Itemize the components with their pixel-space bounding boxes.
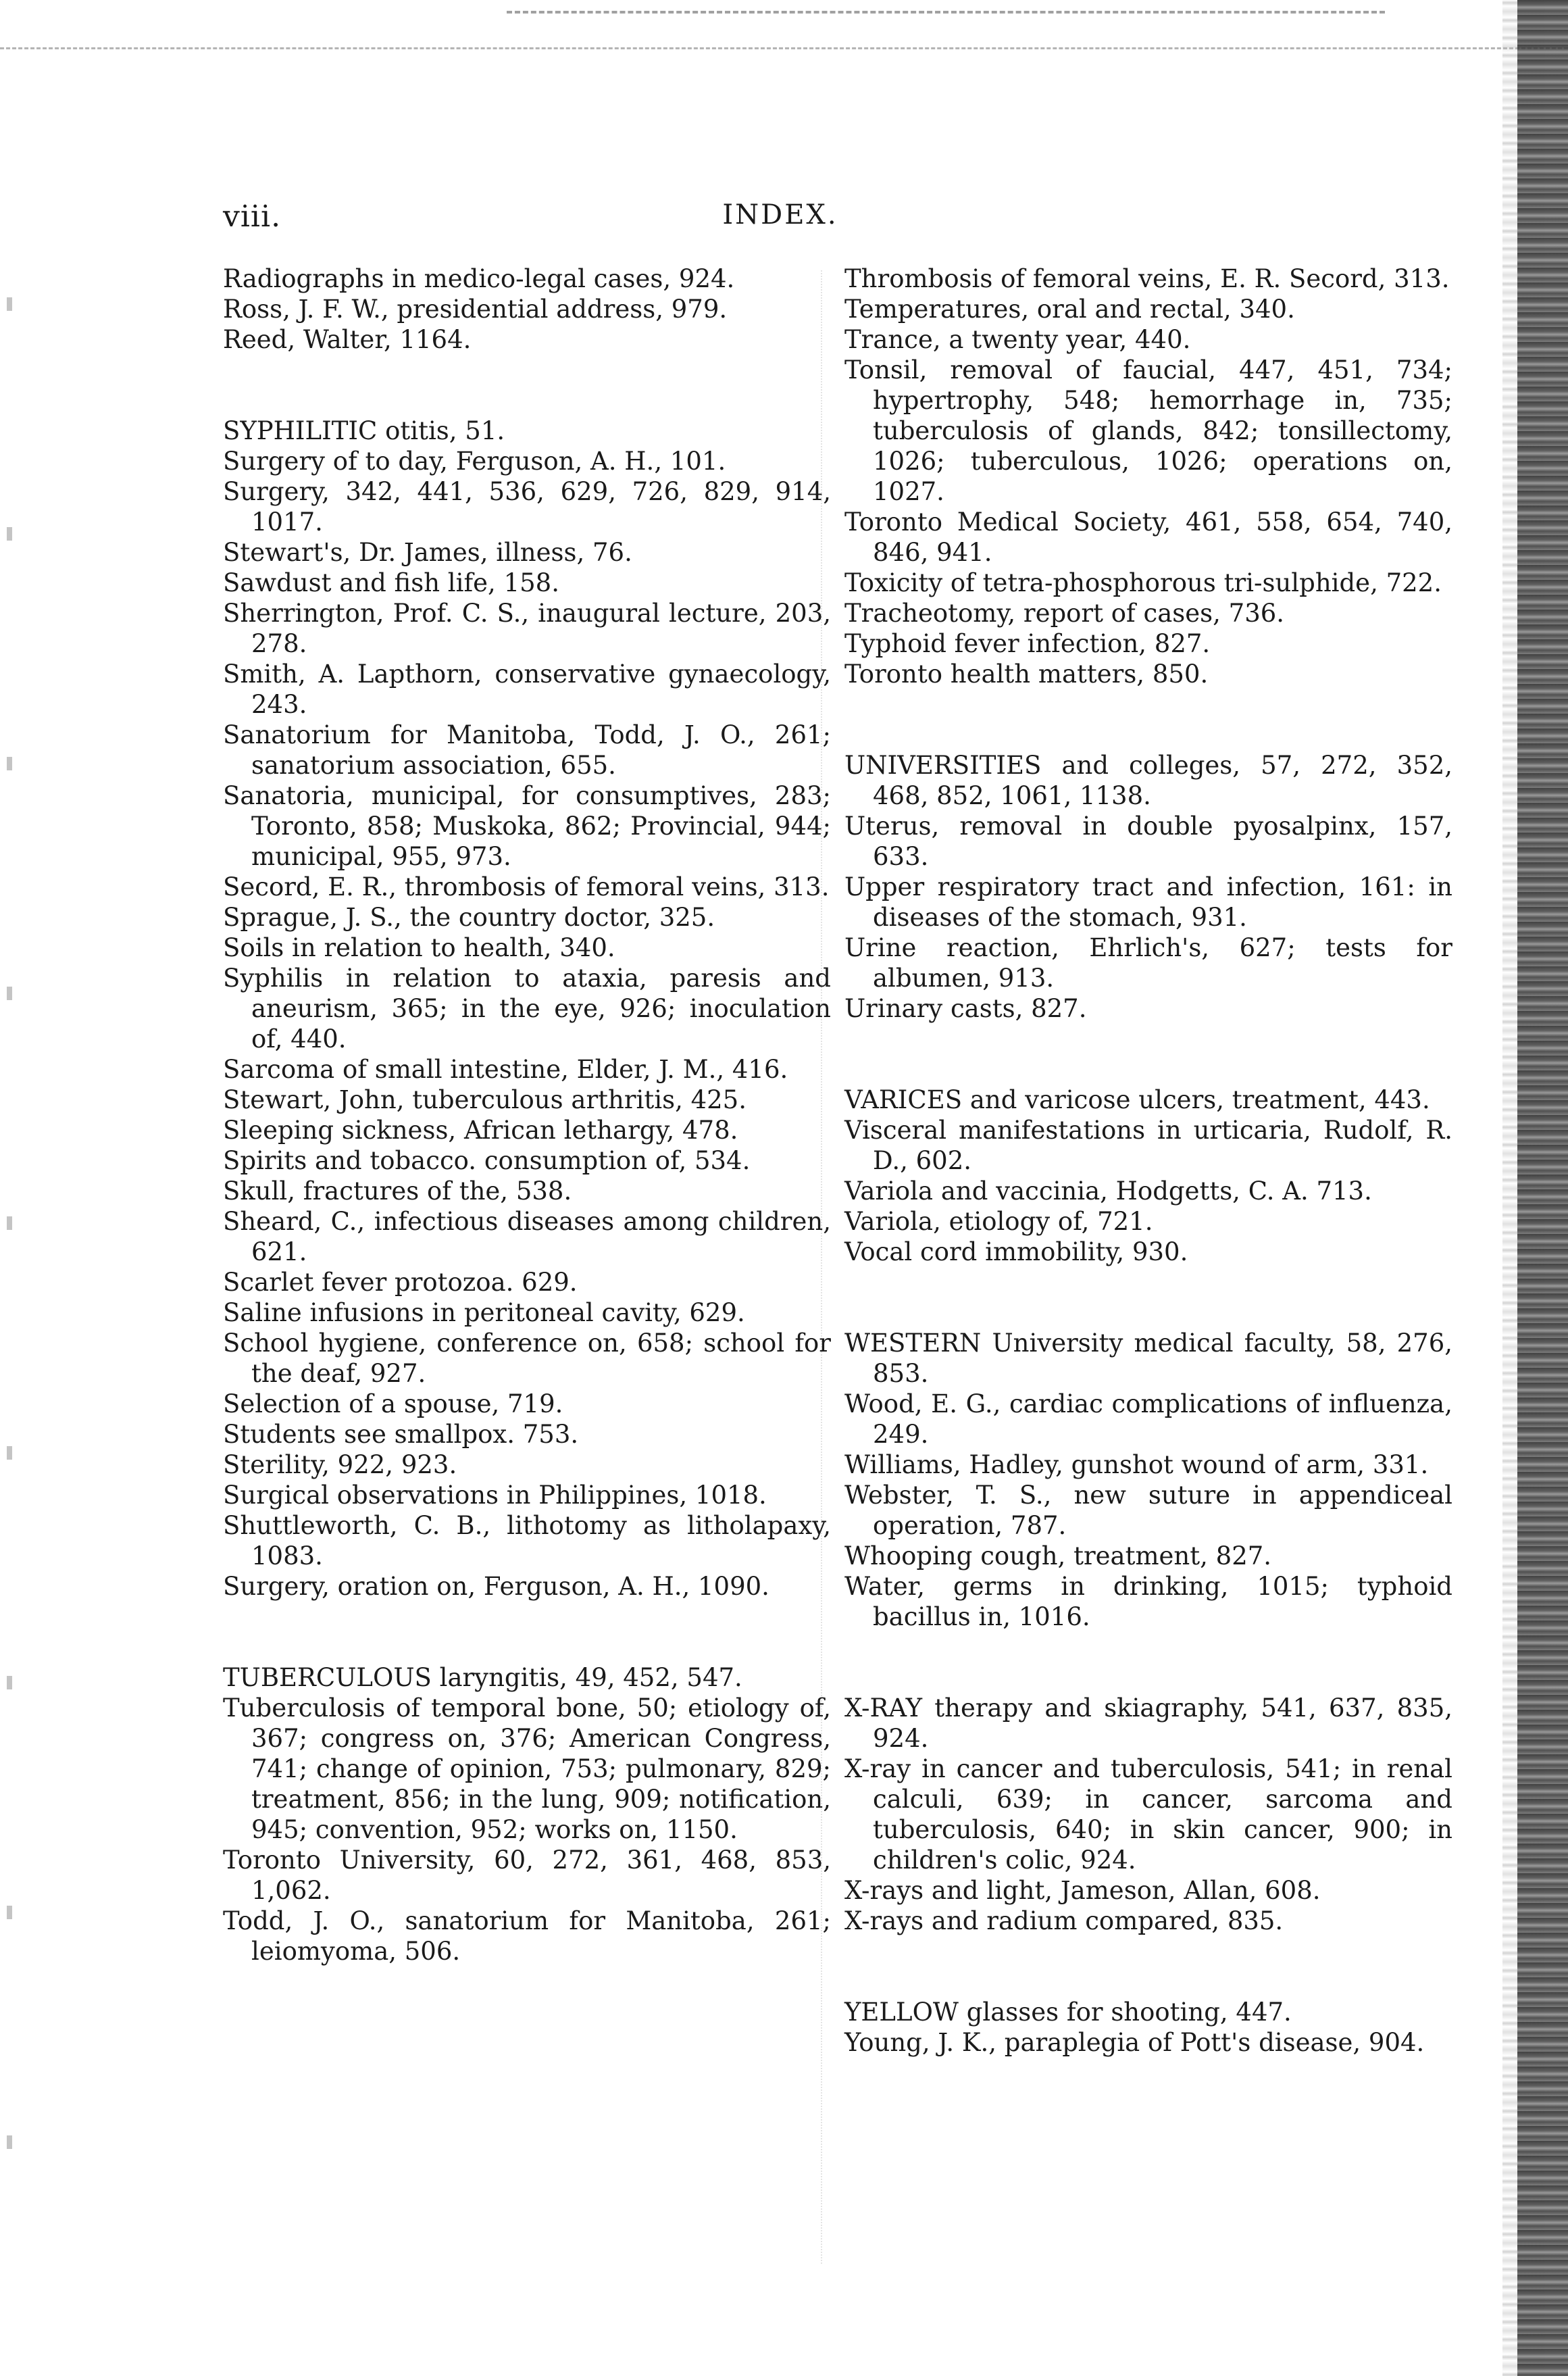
index-entry: Sanatoria, municipal, for consumptives, 283; Toronto, 858; Muskoka, 862; Provincial, 944; municipal, 955, 973. [223, 781, 831, 871]
scan-left-marks [7, 176, 12, 2203]
index-entry: Saline infusions in peritoneal cavity, 629. [223, 1298, 745, 1327]
index-entry: VARICES and varicose ulcers, treatment, 443. [844, 1085, 1430, 1114]
index-entry: X-rays and light, Jameson, Allan, 608. [844, 1876, 1321, 1905]
index-entry: Whooping cough, treatment, 827. [844, 1541, 1272, 1570]
index-entry: Upper respiratory tract and infection, 161: in diseases of the stomach, 931. [844, 872, 1452, 932]
scan-top-edge [0, 0, 1568, 49]
index-column-left [223, 264, 831, 1966]
index-entry: Scarlet fever protozoa. 629. [223, 1268, 578, 1297]
index-entry: Visceral manifestations in urticaria, Rudolf, R. D., 602. [844, 1116, 1452, 1175]
index-entry: Surgery, oration on, Ferguson, A. H., 1090. [223, 1572, 769, 1601]
index-entry: Tonsil, removal of faucial, 447, 451, 734; hypertrophy, 548; hemorrhage in, 735; tuberculosis of glands, 842; tonsillectomy, 1026; tuberculous, 1026; operations on, 1027. [844, 355, 1452, 506]
index-entry: X-ray in cancer and tuberculosis, 541; in renal calculi, 639; in cancer, sarcoma and tuberculosis, 640; in skin cancer, 900; in children's colic, 924. [844, 1754, 1452, 1875]
index-entry: Skull, fractures of the, 538. [223, 1177, 572, 1206]
section-gap [223, 355, 831, 416]
page-number: viii. [223, 199, 282, 234]
index-entry: Sprague, J. S., the country doctor, 325. [223, 903, 715, 932]
running-title: INDEX. [722, 199, 838, 230]
index-column-right [844, 264, 1452, 2058]
section-gap [844, 1632, 1452, 1693]
index-entry: Smith, A. Lapthorn, conservative gynaecology, 243. [223, 660, 831, 719]
index-entry: Soils in relation to health, 340. [223, 933, 615, 962]
index-entry: Urinary casts, 827. [844, 994, 1087, 1023]
index-entry: Syphilis in relation to ataxia, paresis and aneurism, 365; in the eye, 926; inoculation of, 440. [223, 964, 831, 1054]
index-entry: Stewart's, Dr. James, illness, 76. [223, 538, 632, 567]
index-entry: Trance, a twenty year, 440. [844, 325, 1191, 354]
index-entry: Sanatorium for Manitoba, Todd, J. O., 261; sanatorium association, 655. [223, 720, 831, 780]
index-entry: Students see smallpox. 753. [223, 1420, 579, 1449]
index-entry: Wood, E. G., cardiac complications of influenza, 249. [844, 1389, 1452, 1449]
index-entry: Stewart, John, tuberculous arthritis, 425. [223, 1085, 747, 1114]
index-entry: Thrombosis of femoral veins, E. R. Secord, 313. [844, 264, 1450, 293]
section-gap [844, 689, 1452, 750]
index-entry: Sherrington, Prof. C. S., inaugural lecture, 203, 278. [223, 599, 831, 658]
scan-right-edge [1517, 0, 1568, 2376]
index-entry: School hygiene, conference on, 658; school for the deaf, 927. [223, 1329, 831, 1388]
index-entry: Surgical observations in Philippines, 1018. [223, 1481, 767, 1510]
index-entry: Toxicity of tetra-phosphorous tri-sulphide, 722. [844, 568, 1442, 597]
index-entry: Tracheotomy, report of cases, 736. [844, 599, 1285, 628]
section-gap [844, 1267, 1452, 1328]
index-entry: UNIVERSITIES and colleges, 57, 272, 352, 468, 852, 1061, 1138. [844, 751, 1452, 810]
index-entry: TUBERCULOUS laryngitis, 49, 452, 547. [223, 1663, 742, 1692]
index-entry: Todd, J. O., sanatorium for Manitoba, 261; leiomyoma, 506. [223, 1906, 831, 1966]
index-entry: Radiographs in medico-legal cases, 924. [223, 264, 735, 293]
index-entry: Sarcoma of small intestine, Elder, J. M., 416. [223, 1055, 788, 1084]
page-header [223, 199, 1439, 240]
index-entry: Temperatures, oral and rectal, 340. [844, 295, 1295, 324]
index-entry: Williams, Hadley, gunshot wound of arm, 331. [844, 1450, 1429, 1479]
index-entry: SYPHILITIC otitis, 51. [223, 416, 505, 445]
section-gap [844, 1024, 1452, 1085]
index-entry: Urine reaction, Ehrlich's, 627; tests for albumen, 913. [844, 933, 1452, 993]
index-entry: Tuberculosis of temporal bone, 50; etiology of, 367; congress on, 376; American Congress, 741; change of opinion, 753; pulmonary, 829; treatment, 856; in the lung, 909; notification, 945; convention, 952; works on, 1150. [223, 1693, 831, 1844]
index-entry: Secord, E. R., thrombosis of femoral veins, 313. [223, 872, 830, 901]
section-gap [844, 1936, 1452, 1997]
index-entry: Typhoid fever infection, 827. [844, 629, 1211, 658]
index-entry: Water, germs in drinking, 1015; typhoid bacillus in, 1016. [844, 1572, 1452, 1631]
index-entry: Sterility, 922, 923. [223, 1450, 457, 1479]
index-entry: X-rays and radium compared, 835. [844, 1906, 1284, 1935]
index-entry: Ross, J. F. W., presidential address, 979. [223, 295, 728, 324]
index-entry: Surgery of to day, Ferguson, A. H., 101. [223, 447, 726, 476]
index-entry: YELLOW glasses for shooting, 447. [844, 1998, 1292, 2027]
index-entry: Spirits and tobacco. consumption of, 534. [223, 1146, 751, 1175]
index-entry: Variola, etiology of, 721. [844, 1207, 1153, 1236]
index-entry: Sawdust and fish life, 158. [223, 568, 559, 597]
index-entry: Sleeping sickness, African lethargy, 478. [223, 1116, 738, 1145]
index-entry: Selection of a spouse, 719. [223, 1389, 563, 1418]
index-entry: Webster, T. S., new suture in appendiceal operation, 787. [844, 1481, 1452, 1540]
index-entry: Toronto Medical Society, 461, 558, 654, 740, 846, 941. [844, 508, 1452, 567]
index-entry: Vocal cord immobility, 930. [844, 1237, 1188, 1266]
index-entry: Variola and vaccinia, Hodgetts, C. A. 713. [844, 1177, 1372, 1206]
section-gap [223, 1602, 831, 1662]
index-entry: Shuttleworth, C. B., lithotomy as litholapaxy, 1083. [223, 1511, 831, 1570]
index-entry: X-RAY therapy and skiagraphy, 541, 637, 835, 924. [844, 1693, 1452, 1753]
index-entry: Toronto health matters, 850. [844, 660, 1209, 689]
index-entry: Surgery, 342, 441, 536, 629, 726, 829, 914, 1017. [223, 477, 831, 537]
index-entry: Reed, Walter, 1164. [223, 325, 472, 354]
index-entry: Uterus, removal in double pyosalpinx, 157, 633. [844, 812, 1452, 871]
index-entry: WESTERN University medical faculty, 58, 276, 853. [844, 1329, 1452, 1388]
index-entry: Toronto University, 60, 272, 361, 468, 853, 1,062. [223, 1846, 831, 1905]
index-entry: Young, J. K., paraplegia of Pott's disease, 904. [844, 2028, 1425, 2057]
index-entry: Sheard, C., infectious diseases among children, 621. [223, 1207, 831, 1266]
